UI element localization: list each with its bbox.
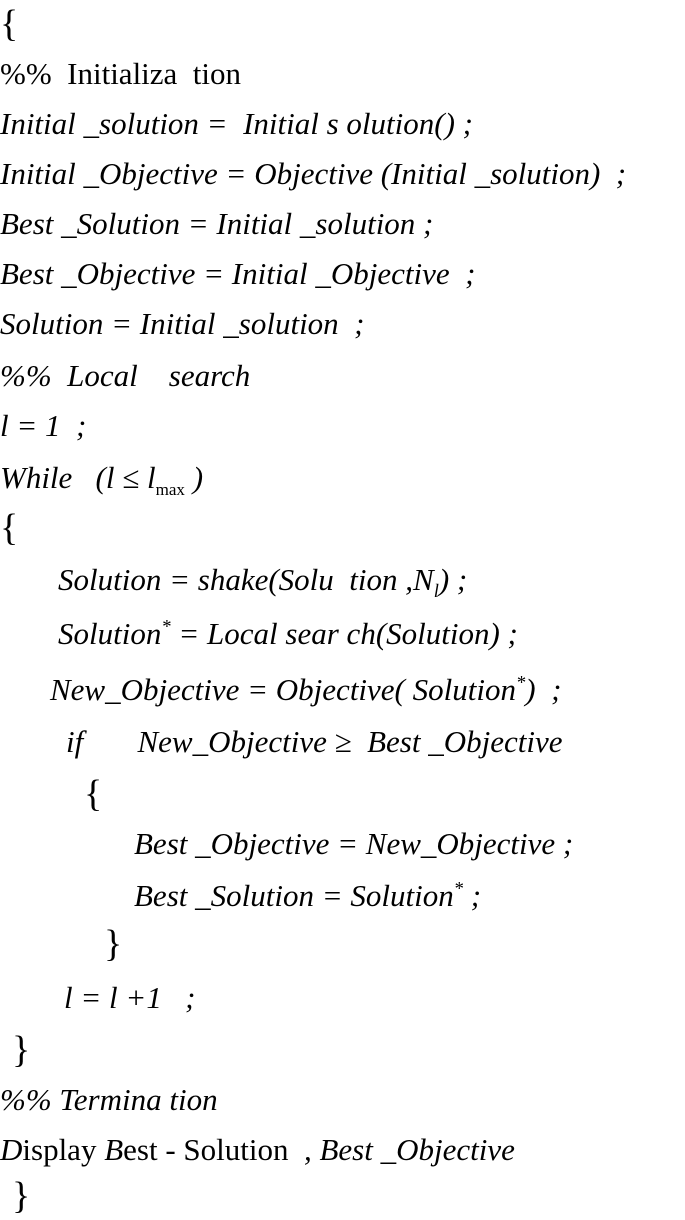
assign-best-objective: Best _Objective = New_Objective ; — [134, 826, 574, 861]
while-line — [0, 458, 203, 498]
while-subscript: max — [155, 480, 185, 500]
while-open-brace: { — [0, 507, 19, 549]
shake-suffix: ) ; — [438, 562, 468, 597]
display-isplay: isplay — [22, 1132, 105, 1167]
assign-best-solution-prefix: Best _Solution = Solution — [134, 878, 454, 913]
if-close-brace: } — [104, 923, 123, 965]
local-star: * — [161, 616, 171, 638]
display-b: B — [104, 1132, 124, 1167]
comment-initialization — [0, 54, 241, 94]
line-initial-objective: Initial _Objective = Objective (Initial _solution) ; — [0, 156, 627, 191]
assign-best-solution — [134, 876, 481, 916]
newobj-suffix: ) ; — [525, 672, 562, 707]
open-brace: { — [0, 3, 19, 45]
line-l-init: l = 1 ; — [0, 408, 87, 443]
close-brace: } — [12, 1175, 31, 1217]
while-suffix: ) — [184, 460, 204, 495]
local-search-line — [58, 614, 518, 654]
line-best-objective: Best _Objective = Initial _Objective ; — [0, 256, 476, 291]
display-objective: , Best _Objective — [288, 1132, 515, 1167]
assign-best-solution-star: * — [453, 878, 464, 900]
display-line — [0, 1130, 515, 1170]
line-solution: Solution = Initial _solution ; — [0, 306, 365, 341]
newobj-prefix: New_Objective = Objective( Solution — [50, 672, 516, 707]
shake-subscript: l — [433, 581, 439, 603]
while-prefix: While (l ≤ l — [0, 460, 156, 495]
display-d: D — [0, 1132, 23, 1167]
line-best-solution: Best _Solution = Initial _solution ; — [0, 206, 434, 241]
shake-prefix: Solution = shake(Solu tion ,N — [58, 562, 434, 597]
shake-line — [58, 560, 468, 603]
if-open-brace: { — [84, 773, 103, 815]
comment-initialization-text: %% Initializa tion — [0, 56, 242, 91]
display-rest: est - Solution — [123, 1132, 289, 1167]
if-line: if New_Objective ≥ Best _Objective — [66, 724, 563, 759]
local-suffix: = Local sear ch(Solution) ; — [170, 616, 518, 651]
comment-termination: %% Termina tion — [0, 1082, 218, 1117]
new-objective-line — [50, 670, 561, 710]
assign-best-solution-suffix: ; — [463, 878, 482, 913]
line-initial-solution: Initial _solution = Initial s olution() ; — [0, 106, 473, 141]
newobj-star: * — [515, 672, 526, 694]
local-prefix: Solution — [58, 616, 162, 651]
increment-line: l = l +1 ; — [64, 980, 196, 1015]
comment-local-search: %% Local search — [0, 358, 251, 393]
while-close-brace: } — [12, 1029, 31, 1071]
